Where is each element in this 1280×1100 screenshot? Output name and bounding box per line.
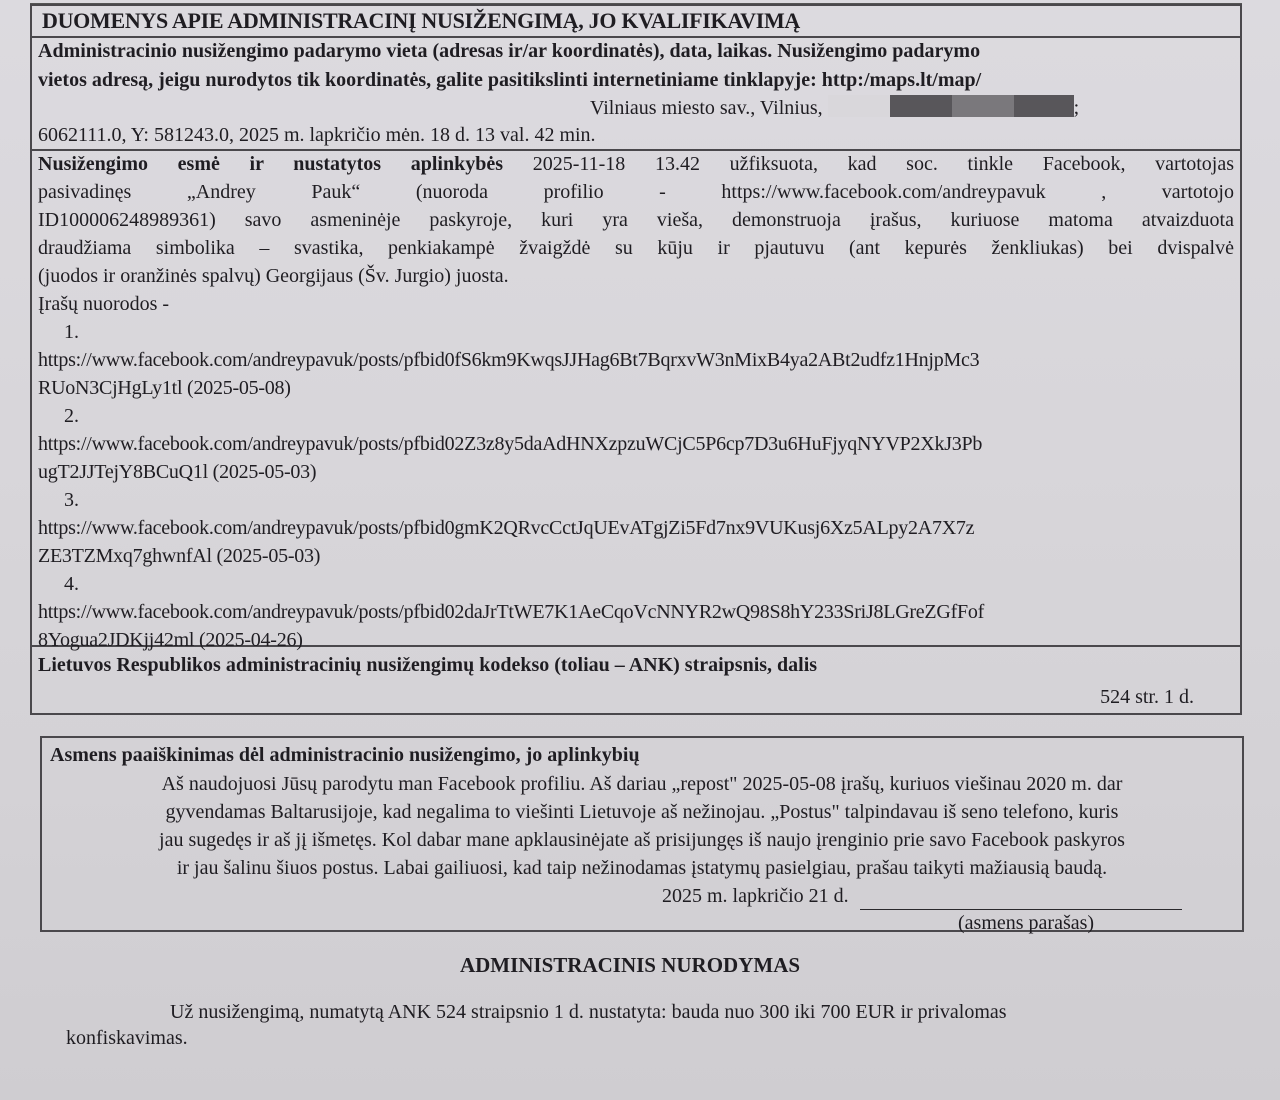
post-link-item	[38, 570, 1234, 654]
post-link-url-line1: https://www.facebook.com/andreypavuk/posts/pfbid0fS6km9KwqsJJHag6Bt7BqrxvW3nMixB4ya2ABt2udfz1HnjpMc3	[38, 349, 980, 371]
offense-data-title-row	[32, 6, 1240, 38]
person-explanation-title: Asmens paaiškinimas dėl administracinio nusižengimo, jo aplinkybių	[50, 744, 640, 766]
post-link-url-line1: https://www.facebook.com/andreypavuk/posts/pfbid0gmK2QRvcCctJqUEvATgjZi5Fd7nx9VUKusj6Xz5ALpy2A7X7z	[38, 517, 975, 539]
signature-line[interactable]	[860, 892, 1182, 910]
offense-place-address-line	[38, 95, 1234, 121]
post-link-url-line1: https://www.facebook.com/andreypavuk/posts/pfbid02Z3z8y5daAdHNXzpzuWCjC5P6cp7D3u6HuFjyqNYVP2XkJ3Pb	[38, 433, 983, 455]
person-explanation-line: Aš naudojuosi Jūsų parodytu man Facebook profiliu. Aš dariau „repost" 2025-05-08 įrašų, kuriuos viešinau 2020 m. dar	[161, 773, 1123, 795]
post-link-number: 1.	[64, 321, 79, 343]
redacted-address	[828, 95, 1074, 117]
post-link-url-line2: ZE3TZMxq7ghwnfAl (2025-05-03)	[38, 545, 321, 567]
offense-place-address-end: ;	[1073, 97, 1080, 119]
person-explanation-line: ir jau šalinu šiuos postus. Labai gailiuosi, kad taip nežinodamas įstatymų pasielgiau, prašau taikyti mažiausią baudą.	[176, 857, 1108, 879]
code-article-value: 524 str. 1 d.	[1100, 686, 1194, 708]
code-article-row	[32, 647, 1240, 713]
offense-place-coords-datetime: 6062111.0, Y: 581243.0, 2025 m. lapkričio mėn. 18 d. 13 val. 42 min.	[38, 124, 596, 146]
offense-place-row	[32, 38, 1240, 151]
offense-essence-row	[32, 151, 1240, 651]
post-links-label: Įrašų nuorodos -	[38, 293, 170, 315]
offense-data-title: DUOMENYS APIE ADMINISTRACINĮ NUSIŽENGIMĄ, JO KVALIFIKAVIMĄ	[42, 8, 801, 33]
post-link-number: 2.	[64, 405, 79, 427]
offense-place-address: Vilniaus miesto sav., Vilnius,	[590, 97, 823, 119]
post-link-url-line2: RUoN3CjHgLy1tl (2025-05-08)	[38, 377, 291, 399]
administrative-order-title: ADMINISTRACINIS NURODYMAS	[459, 953, 801, 977]
post-link-url-line2: ugT2JJTejY8BCuQ1l (2025-05-03)	[38, 461, 317, 483]
post-link-item	[38, 486, 1234, 570]
offense-essence-text-3: draudžiama simbolika – svastika, penkiakampė žvaigždė su kūju ir pjautuvu (ant kepurės ženkliukas) bei dvispalvė	[38, 237, 1234, 259]
post-link-url-line1: https://www.facebook.com/andreypavuk/posts/pfbid02daJrTtWE7K1AeCqoVcNNYR2wQ98S8hY233SriJ8LGreZGfFof	[38, 601, 985, 623]
explanation-date: 2025 m. lapkričio 21 d.	[662, 885, 849, 907]
offense-essence-text-1: pasivadinęs „Andrey Pauk“ (nuoroda profilio - https://www.facebook.com/andreypavuk , vartotojo	[38, 181, 1234, 203]
offense-place-label-line2: vietos adresą, jeigu nurodytos tik koordinatės, galite pasitikslinti internetiniame tinklapyje: http:/maps.lt/map/	[38, 69, 982, 91]
signature-caption: (asmens parašas)	[958, 912, 1095, 934]
post-link-item	[38, 402, 1234, 486]
person-explanation-line: jau sugedęs ir aš jį išmetęs. Kol dabar mane apklausinėjate aš prisijungęs iš naujo įrenginio prie savo Facebook paskyros	[159, 829, 1125, 851]
offense-essence-label: Nusižengimo esmė ir nustatytos aplinkybės	[38, 153, 504, 175]
offense-place-label-line1: Administracinio nusižengimo padarymo vieta (adresas ir/ar koordinatės), data, laikas. Nusižengimo padarymo	[38, 40, 981, 62]
offense-essence-line1	[38, 150, 1234, 178]
offense-data-table	[30, 4, 1242, 715]
administrative-order-section	[0, 950, 1280, 1049]
administrative-order-line1: Už nusižengimą, numatytą ANK 524 straipsnio 1 d. nustatyta: bauda nuo 300 iki 700 EUR ir privalomas	[170, 1001, 1007, 1023]
post-link-number: 3.	[64, 489, 79, 511]
post-link-number: 4.	[64, 573, 79, 595]
offense-essence-text-2: ID100006248989361) savo asmeninėje paskyroje, kuri yra vieša, demonstruoja įrašus, kuriuose matoma atvaizduota	[38, 209, 1234, 231]
code-article-label: Lietuvos Respublikos administracinių nusižengimų kodekso (toliau – ANK) straipsnis, dalis	[38, 654, 818, 676]
administrative-order-line2: konfiskavimas.	[66, 1027, 188, 1049]
person-explanation-line: gyvendamas Baltarusijoje, kad negalima to viešinti Lietuvoje aš nežinojau. „Postus" talpindavau iš seno telefono, kuris	[165, 801, 1119, 823]
offense-essence-text-0: 2025-11-18 13.42 užfiksuota, kad soc. tinkle Facebook, vartotojas	[532, 153, 1235, 175]
person-explanation-box	[40, 736, 1244, 932]
offense-essence-text-4: (juodos ir oranžinės spalvų) Georgijaus (Šv. Jurgio) juosta.	[38, 265, 509, 287]
signature-row	[50, 882, 1234, 910]
post-link-item	[38, 318, 1234, 402]
post-link-url-line2: 8Yogua2JDKjj42ml (2025-04-26)	[38, 629, 303, 651]
